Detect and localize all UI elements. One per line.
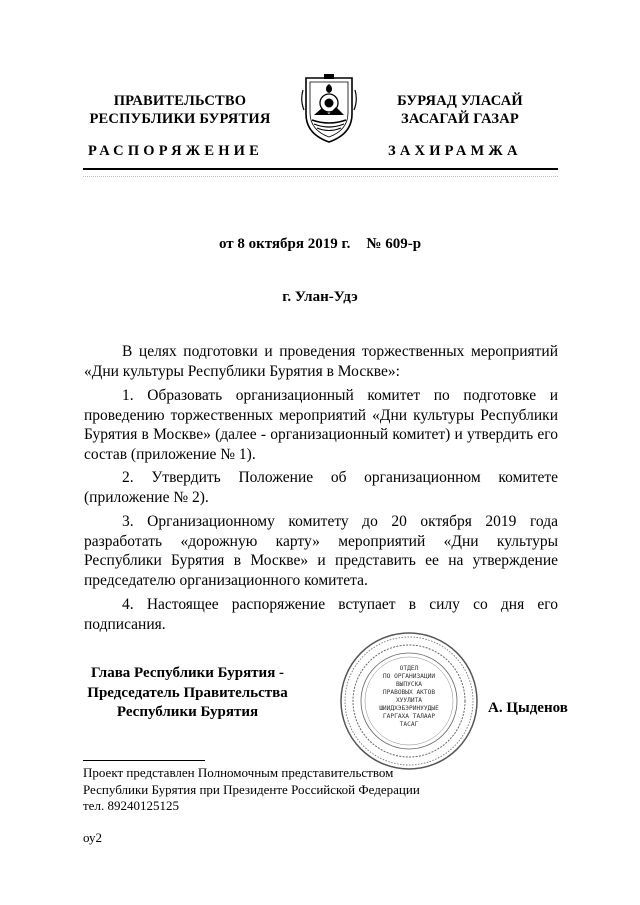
header-right-block: [370, 92, 550, 128]
stamp-line1: ОТДЕЛ: [399, 665, 419, 672]
signatory-name: А. Цыденов: [488, 700, 568, 716]
preamble-paragraph: В целях подготовки и проведения торжественных мероприятий «Дни культуры Республики Бурятия в Москве»:: [84, 343, 558, 380]
footnote-line2: Республики Бурятия при Президенте Российской Федерации: [83, 781, 420, 797]
header-dotted-line: [83, 176, 558, 177]
header-left-block: [80, 92, 280, 128]
item-1-paragraph: 1. Образовать организационный комитет по подготовке и проведению торжественных мероприятий «Дни культуры Республики Бурятия в Москве» (далее - организационный комитет) и утвердить его состав (приложение № 1).: [84, 387, 558, 463]
republic-of-buryatia-coat-of-arms-icon: [300, 70, 358, 144]
header-left-line2: РЕСПУБЛИКИ БУРЯТИЯ: [89, 111, 271, 127]
footnote-line1: Проект представлен Полномочным представительством: [83, 765, 394, 780]
stamp-line2: ПО ОРГАНИЗАЦИИ: [382, 673, 436, 680]
doc-type-left: РАСПОРЯЖЕНИЕ: [88, 143, 264, 159]
header-divider: [83, 168, 558, 170]
document-city: г. Улан-Удэ: [282, 289, 358, 305]
item-4-paragraph: 4. Настоящее распоряжение вступает в силу со дня его подписания.: [84, 596, 558, 633]
date-number-line: [0, 236, 640, 253]
header-left-line1: ПРАВИТЕЛЬСТВО: [113, 93, 247, 109]
footnote-rule: [83, 760, 205, 761]
header-right-line1: БУРЯАД УЛАСАЙ: [397, 93, 523, 109]
footnote-phone: тел. 89240125125: [83, 798, 179, 813]
document-code: оу2: [83, 830, 103, 845]
signatory-title-line3: Республики Бурятия: [116, 704, 259, 720]
stamp-line3: ВЫПУСКА: [395, 681, 423, 688]
stamp-line8: ТАСАГ: [399, 721, 419, 728]
document-date: от 8 октября 2019 г.: [218, 236, 351, 252]
signatory-title: [80, 664, 295, 723]
item-3-paragraph: 3. Организационному комитету до 20 октября 2019 года разработать «дорожную карту» мероприятий «Дни культуры Республики Бурятия в Москве» и представить ее на утверждение председателю организационного комитета.: [84, 513, 558, 589]
item-2-paragraph: 2. Утвердить Положение об организационном комитете (приложение № 2).: [84, 469, 558, 506]
signatory-title-line1: Глава Республики Бурятия -: [90, 665, 285, 681]
stamp-line4: ПРАВОВЫХ АКТОВ: [382, 689, 436, 696]
stamp-line6: ШИИДХЭБЭРИНУУДЫЕ: [379, 705, 439, 712]
header-right-line2: ЗАСАГАЙ ГАЗАР: [401, 111, 519, 127]
stamp-line7: ГАРГАХА ТАЛААР: [382, 713, 436, 720]
round-official-stamp-icon: [338, 630, 480, 772]
document-number: № 609-р: [366, 236, 422, 252]
doc-type-right: ЗАХИРАМЖА: [388, 143, 522, 159]
signatory-title-line2: Председатель Правительства: [87, 684, 288, 701]
footnote-block: [83, 765, 503, 815]
stamp-line5: ХУУЛИТА: [395, 697, 423, 704]
